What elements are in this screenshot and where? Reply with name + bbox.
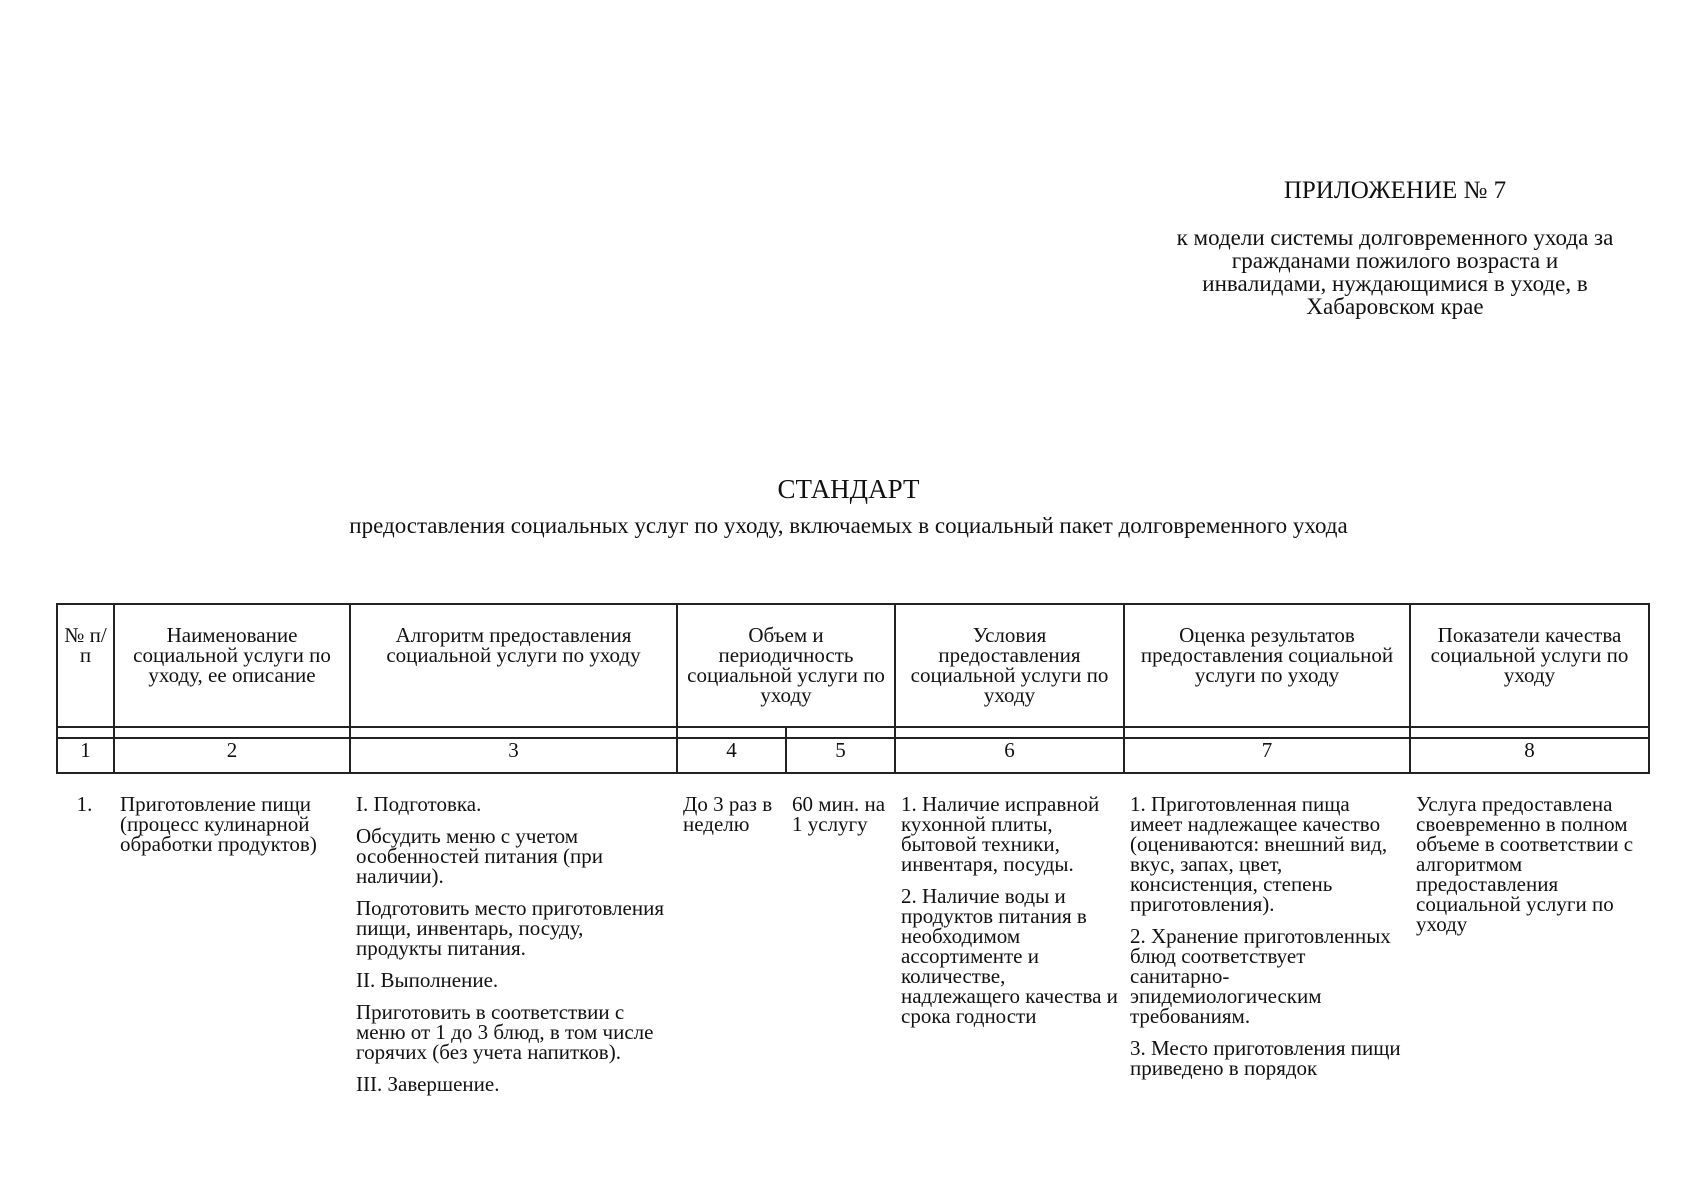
header-row — [57, 604, 1649, 738]
numbering-row — [57, 727, 1649, 773]
algorithm-step: III. Завершение. — [356, 1072, 500, 1096]
algorithm-cell — [349, 794, 676, 1106]
service-name: Приготовление пищи (процесс кулинарной обработки продуктов) — [120, 792, 317, 856]
conditions-cell — [894, 794, 1123, 1106]
evaluation-cell — [1123, 794, 1409, 1106]
algorithm-step: I. Подготовка. — [356, 792, 482, 816]
appendix-description: к модели системы долговременного ухода за гражданами пожилого возраста и инвалидами, нуждающимися в уходе, в Хабаровском крае — [1176, 225, 1614, 319]
volume-cell: 60 мин. на 1 услугу — [792, 792, 886, 836]
table-header — [56, 603, 1650, 739]
frequency-cell: До 3 раз в неделю — [683, 792, 773, 836]
header-volume-frequency: Объем и периодичность социальной услуги по уходу — [677, 604, 895, 738]
column-number-3: 3 — [350, 727, 677, 773]
condition-item: 2. Наличие воды и продуктов питания в необходимом ассортименте и количестве, надлежащего качества и срока годности — [901, 884, 1118, 1028]
column-number-4: 4 — [677, 727, 786, 773]
algorithm-step: II. Выполнение. — [356, 968, 499, 992]
header-service-name: Наименование социальной услуги по уходу, ее описание — [114, 604, 350, 738]
document-subtitle: предоставления социальных услуг по уходу, включаемых в социальный пакет долговременного ухода — [349, 513, 1348, 538]
algorithm-step: Приготовить в соответствии с меню от 1 до 3 блюд, в том числе горячих (без учета напитков). — [356, 1000, 654, 1064]
condition-item: 1. Наличие исправной кухонной плиты, бытовой техники, инвентаря, посуды. — [901, 792, 1100, 876]
table-body — [56, 794, 1648, 1106]
row-number: 1. — [76, 792, 93, 816]
appendix-heading: ПРИЛОЖЕНИЕ № 7 — [1283, 177, 1507, 204]
column-number-8: 8 — [1410, 727, 1649, 773]
header-conditions: Условия предоставления социальной услуги по уходу — [895, 604, 1124, 738]
document-title: СТАНДАРТ — [777, 474, 920, 504]
header-algorithm: Алгоритм предоставления социальной услуги по уходу — [350, 604, 677, 738]
table-row — [56, 794, 1648, 1106]
column-number-1: 1 — [57, 727, 114, 773]
evaluation-item: 1. Приготовленная пища имеет надлежащее качество (оцениваются: внешний вид, вкус, запах, цвет, консистенция, степень приготовления). — [1130, 792, 1388, 916]
column-number-2: 2 — [114, 727, 350, 773]
header-evaluation: Оценка результатов предоставления социальной услуги по уходу — [1124, 604, 1410, 738]
quality-cell: Услуга предоставлена своевременно в полном объеме в соответствии с алгоритмом предоставления социальной услуги по уходу — [1416, 792, 1634, 936]
column-number-6: 6 — [895, 727, 1124, 773]
algorithm-step: Обсудить меню с учетом особенностей питания (при наличии). — [356, 824, 603, 888]
evaluation-item: 2. Хранение приготовленных блюд соответствует санитарно-эпидемиологическим требованиям. — [1130, 924, 1391, 1028]
column-number-5: 5 — [786, 727, 895, 773]
appendix-block — [1170, 178, 1620, 318]
evaluation-item: 3. Место приготовления пищи приведено в порядок — [1130, 1036, 1401, 1080]
header-number: № п/п — [57, 604, 114, 738]
header-quality: Показатели качества социальной услуги по уходу — [1410, 604, 1649, 738]
column-number-7: 7 — [1124, 727, 1410, 773]
column-number-row — [56, 726, 1650, 774]
algorithm-step: Подготовить место приготовления пищи, инвентарь, посуду, продукты питания. — [356, 896, 664, 960]
